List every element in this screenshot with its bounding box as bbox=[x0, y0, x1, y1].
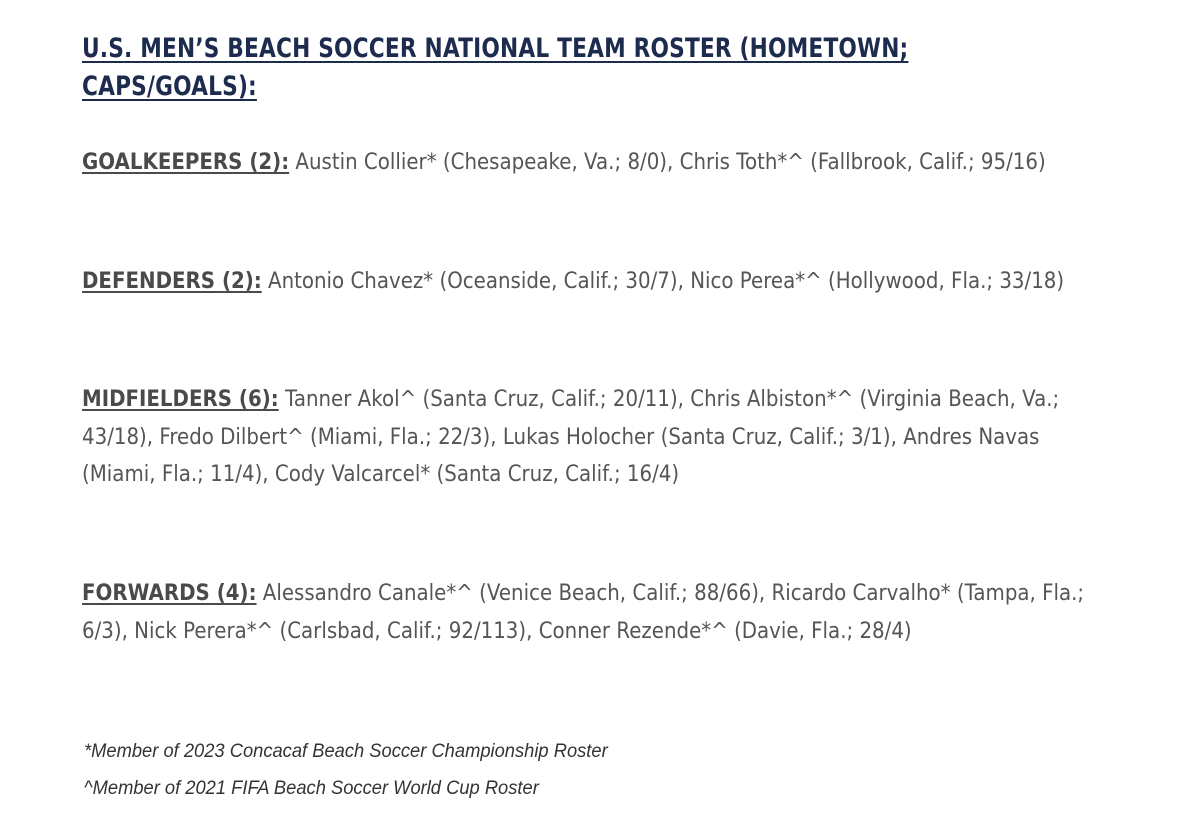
midfielders-label: MIDFIELDERS (6): bbox=[82, 387, 279, 412]
roster-title: U.S. MEN’S BEACH SOCCER NATIONAL TEAM ROSTER (HOMETOWN; CAPS/GOALS): bbox=[82, 33, 909, 102]
footnote-concacaf: *Member of 2023 Concacaf Beach Soccer Championship Roster bbox=[84, 740, 608, 762]
forwards-section bbox=[82, 575, 1090, 650]
defenders-label: DEFENDERS (2): bbox=[82, 269, 262, 294]
forwards-label: FORWARDS (4): bbox=[82, 581, 257, 606]
midfielders-section bbox=[82, 381, 1090, 494]
roster-document bbox=[82, 30, 1122, 799]
forwards-list: Alessandro Canale*^ (Venice Beach, Calif.; 88/66), Ricardo Carvalho* (Tampa, Fla.; 6/3), Nick Perera*^ (Carlsbad, Calif.; 92/113), Conner Rezende*^ (Davie, Fla.; 28/4) bbox=[82, 581, 1085, 644]
defenders-section bbox=[82, 263, 1090, 301]
goalkeepers-section bbox=[82, 144, 1090, 182]
goalkeepers-list: Austin Collier* (Chesapeake, Va.; 8/0), Chris Toth*^ (Fallbrook, Calif.; 95/16) bbox=[289, 150, 1046, 175]
footnote-world-cup: ^Member of 2021 FIFA Beach Soccer World Cup Roster bbox=[84, 777, 539, 799]
goalkeepers-label: GOALKEEPERS (2): bbox=[82, 150, 290, 175]
defenders-list: Antonio Chavez* (Oceanside, Calif.; 30/7), Nico Perea*^ (Hollywood, Fla.; 33/18) bbox=[261, 269, 1065, 294]
midfielders-list: Tanner Akol^ (Santa Cruz, Calif.; 20/11), Chris Albiston*^ (Virginia Beach, Va.; 43/18), Fredo Dilbert^ (Miami, Fla.; 22/3), Lukas Holocher (Santa Cruz, Calif.; 3/1), Andres Navas (Miami, Fla.; 11/4), Cody Valcarcel* (Santa Cruz, Calif.; 16/4) bbox=[82, 387, 1060, 487]
